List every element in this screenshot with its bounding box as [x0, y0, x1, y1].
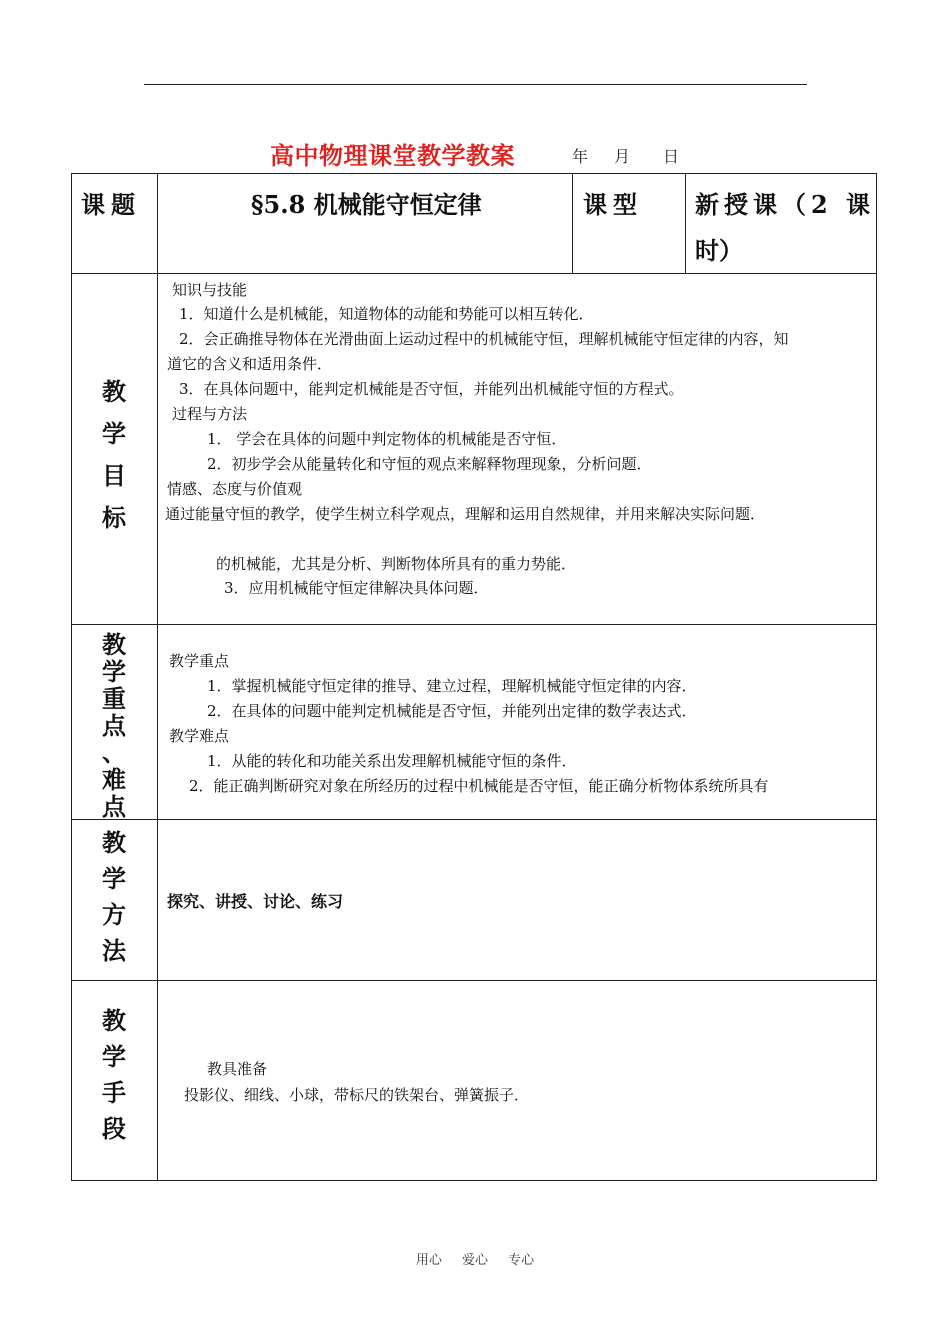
date-year: 年: [572, 147, 589, 166]
topic-label: 课题: [81, 190, 141, 219]
table-border-top: [71, 173, 877, 174]
objective-line: 过程与方法: [172, 405, 248, 423]
means-label: [71, 1003, 157, 1147]
objective-line: 情感、态度与价值观: [167, 480, 303, 498]
row-divider-2: [71, 624, 877, 625]
column-divider-topic: [572, 173, 573, 273]
key-point-line: 1．从能的转化和功能关系出发理解机械能守恒的条件．: [207, 752, 577, 770]
key-points-label-char: 难: [102, 765, 126, 794]
date-month: 月: [614, 147, 631, 166]
key-points-label-char: 、: [102, 738, 126, 767]
means-equipment: 投影仪、细线、小球，带标尺的铁架台、弹簧振子．: [184, 1086, 530, 1104]
key-points-label: [71, 631, 157, 820]
header-rule: [144, 84, 807, 85]
objective-line: 道它的含义和适用条件．: [167, 355, 333, 373]
column-divider-type: [685, 173, 686, 273]
footer-item: 专心: [508, 1253, 535, 1268]
methods-label-char: 学: [102, 864, 126, 893]
methods-label-char: 法: [102, 936, 126, 965]
key-points-label-char: 重: [102, 684, 126, 713]
objective-line: 3．在具体问题中，能判定机械能是否守恒，并能列出机械能守恒的方程式。: [179, 380, 684, 398]
key-point-line: 1．掌握机械能守恒定律的推导、建立过程，理解机械能守恒定律的内容．: [207, 677, 697, 695]
page-footer: [0, 1249, 950, 1268]
means-label-char: 教: [102, 1006, 126, 1035]
methods-label: [71, 825, 157, 969]
row-divider-1: [71, 273, 877, 274]
objectives-label-char: 标: [102, 503, 126, 532]
objective-line: 1．知道什么是机械能，知道物体的动能和势能可以相互转化．: [179, 305, 594, 323]
key-points-label-char: 点: [102, 711, 126, 740]
type-label: 课型: [583, 190, 643, 219]
means-label-char: 学: [102, 1042, 126, 1071]
objectives-label-char: 学: [102, 419, 126, 448]
objective-line: 的机械能，尤其是分析、判断物体所具有的重力势能．: [216, 555, 577, 573]
means-label-char: 段: [102, 1114, 126, 1143]
objective-line: 1． 学会在具体的问题中判定物体的机械能是否守恒．: [207, 430, 567, 448]
objectives-label-char: 教: [102, 377, 126, 406]
key-points-label-char: 教: [102, 630, 126, 659]
type-value-line2: 时）: [695, 236, 743, 265]
document-title: 高中物理课堂教学教案: [270, 141, 515, 170]
row-divider-4: [71, 980, 877, 981]
table-border-bottom: [71, 1180, 877, 1181]
means-heading: 教具准备: [207, 1060, 268, 1078]
means-label-char: 手: [102, 1078, 126, 1107]
methods-text: 探究、讲授、讨论、练习: [167, 892, 344, 911]
objective-line: 2．会正确推导物体在光滑曲面上运动过程中的机械能守恒，理解机械能守恒定律的内容，知: [179, 330, 789, 348]
topic-value: §5.8 机械能守恒定律: [251, 190, 482, 219]
objectives-label: [71, 371, 157, 539]
table-border-right: [876, 173, 877, 1181]
objective-line: 2．初步学会从能量转化和守恒的观点来解释物理现象，分析问题．: [207, 455, 652, 473]
objective-line: 知识与技能: [172, 281, 248, 299]
footer-item: 爱心: [461, 1253, 488, 1268]
date-day: 日: [663, 147, 680, 166]
key-points-label-char: 点: [102, 792, 126, 821]
key-point-line: 2．在具体的问题中能判定机械能是否守恒，并能列出定律的数学表达式．: [207, 702, 697, 720]
methods-label-char: 教: [102, 828, 126, 857]
key-point-line: 教学重点: [169, 652, 230, 670]
key-points-label-char: 学: [102, 657, 126, 686]
type-value-line1: 新授课（2 课: [695, 190, 876, 219]
lesson-plan-table: [71, 173, 877, 1181]
key-point-line: 教学难点: [169, 727, 230, 745]
objective-line: 3．应用机械能守恒定律解决具体问题．: [224, 579, 489, 597]
column-divider-label: [157, 173, 158, 1181]
methods-label-char: 方: [102, 900, 126, 929]
objective-line: 通过能量守恒的教学，使学生树立科学观点，理解和运用自然规律，并用来解决实际问题．: [165, 505, 766, 523]
objectives-label-char: 目: [102, 461, 126, 490]
key-point-line: 2．能正确判断研究对象在所经历的过程中机械能是否守恒，能正确分析物体系统所具有: [189, 777, 769, 795]
row-divider-3: [71, 819, 877, 820]
title-row: [0, 136, 950, 170]
footer-item: 用心: [415, 1253, 442, 1268]
